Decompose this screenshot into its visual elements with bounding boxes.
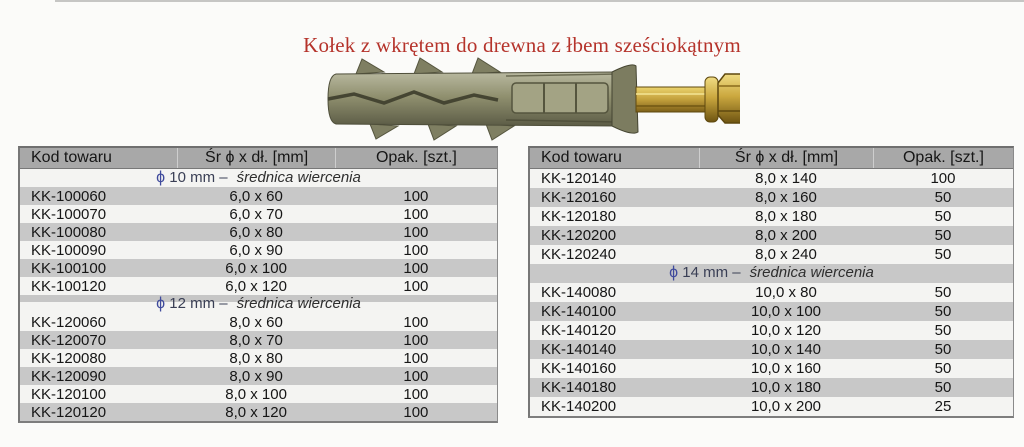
screw-flange <box>705 77 718 122</box>
cell-dimensions: 10,0 x 160 <box>750 359 822 377</box>
phi-diameter-symbol: ϕ <box>156 295 166 312</box>
table-row <box>20 331 497 349</box>
cell-package-qty: 100 <box>403 223 429 241</box>
table-row <box>530 397 1013 416</box>
cell-dimensions: 8,0 x 100 <box>225 385 287 403</box>
cell-product-code: KK-100080 <box>31 223 107 241</box>
cell-package-qty: 50 <box>934 321 952 339</box>
cell-product-code: KK-120120 <box>31 403 107 421</box>
table-row <box>20 277 497 295</box>
cell-dimensions: 8,0 x 70 <box>229 331 283 349</box>
table-row <box>530 188 1013 207</box>
screw-hex-head <box>718 74 740 123</box>
table-row <box>20 187 497 205</box>
cell-dimensions: 6,0 x 120 <box>225 277 287 295</box>
cell-dimensions: 6,0 x 80 <box>229 223 283 241</box>
cell-product-code: KK-120180 <box>541 207 617 225</box>
cell-product-code: KK-120200 <box>541 226 617 244</box>
cell-package-qty: 50 <box>934 340 952 358</box>
cell-product-code: KK-120240 <box>541 245 617 263</box>
table-row <box>20 259 497 277</box>
cell-package-qty: 50 <box>934 378 952 396</box>
table-row <box>20 349 497 367</box>
table-row <box>20 313 497 331</box>
cell-package-qty: 50 <box>934 188 952 206</box>
cell-product-code: KK-120070 <box>31 331 107 349</box>
cell-package-qty: 100 <box>403 385 429 403</box>
cell-dimensions: 10,0 x 200 <box>750 397 822 415</box>
column-header-dimensions: Śr ϕ x dł. [mm] <box>699 148 873 168</box>
cell-dimensions: 6,0 x 60 <box>229 187 283 205</box>
cell-package-qty: 100 <box>403 349 429 367</box>
cell-package-qty: 50 <box>934 245 952 263</box>
cell-package-qty: 50 <box>934 283 952 301</box>
cell-dimensions: 10,0 x 140 <box>750 340 822 358</box>
cell-dimensions: 8,0 x 160 <box>755 188 817 206</box>
cell-package-qty: 100 <box>403 277 429 295</box>
cell-dimensions: 8,0 x 90 <box>229 367 283 385</box>
product-table-right <box>528 146 1014 418</box>
cell-package-qty: 100 <box>403 241 429 259</box>
product-photo <box>326 56 740 142</box>
cell-product-code: KK-100100 <box>31 259 107 277</box>
table-row <box>20 205 497 223</box>
phi-diameter-symbol: ϕ <box>669 264 679 281</box>
table-row <box>530 169 1013 188</box>
table-row <box>530 207 1013 226</box>
table-header-row <box>20 148 497 169</box>
cell-dimensions: 8,0 x 120 <box>225 403 287 421</box>
cell-package-qty: 50 <box>934 207 952 225</box>
table-row <box>530 283 1013 302</box>
column-header-package: Opak. [szt.] <box>873 148 1013 168</box>
cell-dimensions: 8,0 x 60 <box>229 313 283 331</box>
cell-dimensions: 8,0 x 180 <box>755 207 817 225</box>
screw-shaft <box>636 87 708 112</box>
table-row <box>530 226 1013 245</box>
table-row <box>20 403 497 421</box>
cell-dimensions: 8,0 x 240 <box>755 245 817 263</box>
cell-package-qty: 100 <box>930 169 956 187</box>
cell-dimensions: 10,0 x 80 <box>755 283 817 301</box>
cell-product-code: KK-140080 <box>541 283 617 301</box>
scan-edge-artifact <box>55 0 1024 2</box>
section-name-label: średnica wiercenia <box>236 169 361 186</box>
section-size-label: 14 mm – <box>678 264 741 281</box>
cell-product-code: KK-100060 <box>31 187 107 205</box>
cell-product-code: KK-140160 <box>541 359 617 377</box>
phi-diameter-symbol: ϕ <box>156 169 166 186</box>
product-table-left <box>18 146 498 423</box>
cell-product-code: KK-140140 <box>541 340 617 358</box>
section-name-label: średnica wiercenia <box>236 295 361 312</box>
cell-dimensions: 8,0 x 80 <box>229 349 283 367</box>
cell-product-code: KK-140180 <box>541 378 617 396</box>
cell-package-qty: 50 <box>934 226 952 244</box>
cell-dimensions: 8,0 x 200 <box>755 226 817 244</box>
cell-package-qty: 50 <box>934 302 952 320</box>
section-size-label: 10 mm – <box>165 169 228 186</box>
cell-package-qty: 100 <box>403 259 429 277</box>
table-row <box>530 321 1013 340</box>
column-header-package: Opak. [szt.] <box>335 148 497 168</box>
cell-product-code: KK-100090 <box>31 241 107 259</box>
cell-package-qty: 25 <box>934 397 952 415</box>
cell-package-qty: 100 <box>403 187 429 205</box>
cell-product-code: KK-120090 <box>31 367 107 385</box>
cell-dimensions: 10,0 x 100 <box>750 302 822 320</box>
cell-dimensions: 8,0 x 140 <box>755 169 817 187</box>
kolek-z-wkretem-photo <box>326 56 740 142</box>
cell-dimensions: 6,0 x 70 <box>229 205 283 223</box>
cell-product-code: KK-120080 <box>31 349 107 367</box>
cell-dimensions: 6,0 x 90 <box>229 241 283 259</box>
cell-product-code: KK-100120 <box>31 277 107 295</box>
table-row <box>530 340 1013 359</box>
cell-product-code: KK-120140 <box>541 169 617 187</box>
table-header-row <box>530 148 1013 169</box>
plug-collar <box>612 65 638 133</box>
section-header-row <box>20 295 497 313</box>
cell-package-qty: 50 <box>934 359 952 377</box>
cell-product-code: KK-100070 <box>31 205 107 223</box>
column-header-code: Kod towaru <box>541 149 622 166</box>
table-row <box>20 241 497 259</box>
table-row <box>530 359 1013 378</box>
section-size-label: 12 mm – <box>165 295 228 312</box>
table-row <box>20 367 497 385</box>
section-header-row <box>530 264 1013 283</box>
cell-product-code: KK-120160 <box>541 188 617 206</box>
cell-product-code: KK-140200 <box>541 397 617 415</box>
table-row <box>20 385 497 403</box>
section-header-row <box>20 169 497 187</box>
cell-dimensions: 6,0 x 100 <box>225 259 287 277</box>
column-header-code: Kod towaru <box>31 149 112 166</box>
cell-dimensions: 10,0 x 180 <box>750 378 822 396</box>
cell-product-code: KK-120100 <box>31 385 107 403</box>
cell-product-code: KK-120060 <box>31 313 107 331</box>
cell-package-qty: 100 <box>403 403 429 421</box>
cell-package-qty: 100 <box>403 205 429 223</box>
cell-package-qty: 100 <box>403 367 429 385</box>
page-title: Kołek z wkrętem do drewna z łbem sześciokątnym <box>303 33 741 57</box>
cell-product-code: KK-140100 <box>541 302 617 320</box>
section-name-label: średnica wiercenia <box>749 264 874 281</box>
table-row <box>530 245 1013 264</box>
table-row <box>530 378 1013 397</box>
column-header-dimensions: Śr ϕ x dł. [mm] <box>177 148 334 168</box>
cell-dimensions: 10,0 x 120 <box>750 321 822 339</box>
table-row <box>530 302 1013 321</box>
cell-product-code: KK-140120 <box>541 321 617 339</box>
table-row <box>20 223 497 241</box>
cell-package-qty: 100 <box>403 331 429 349</box>
cell-package-qty: 100 <box>403 313 429 331</box>
